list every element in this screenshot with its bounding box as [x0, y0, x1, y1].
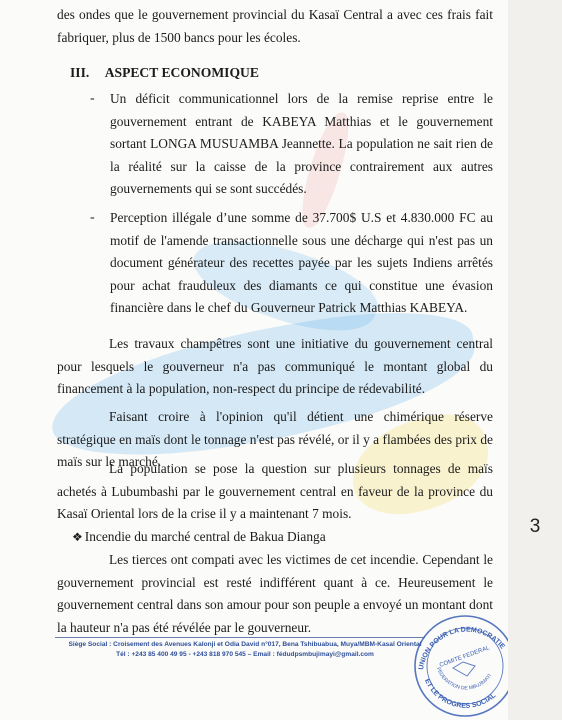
stamp-text-bottom: ET LE PROGRES SOCIAL — [423, 677, 498, 710]
svg-text:UNION POUR LA DEMOCRATIE — [418, 626, 506, 670]
sub-heading — [72, 527, 326, 547]
footer-divider — [55, 637, 425, 638]
bullet-item: Perception illégale d’une somme de 37.700$ U.S et 4.830.000 FC au motif de l'amende transactionnelle sous une décharge qui n'est pas un document générateur des recettes payée par les sujets Indiens arrêtés pour achat frauduleux des diamants ce qui constitue une évasion financière dans le chef du Gouverneur Patrick Matthias KABEYA. — [110, 210, 493, 315]
bullet-item: Un déficit communicationnel lors de la remise reprise entre le gouvernement entrant de KABEYA Matthias et le gouvernement sortant LONGA MUSUAMBA Jeannette. La population ne sait rien de la réalité sur la caisse de la province contrairement aux autres gouvernements qui se sont succédés. — [110, 91, 493, 196]
right-gutter — [508, 0, 562, 720]
body-paragraph: La population se pose la question sur plusieurs tonnages de maïs achetés à Lubumbashi par le gouvernement central en faveur de la province du Kasaï Oriental lors de la crise il y a maintenant 7 mois. — [57, 461, 493, 521]
section-title: ASPECT ECONOMIQUE — [104, 65, 259, 80]
diamond-bullet-icon: ❖ — [72, 530, 83, 544]
intro-paragraph: des ondes que le gouvernement provincial du Kasaï Central a avec ces frais fait fabriquer, plus de 1500 bancs pour les écoles. — [57, 7, 493, 45]
stamp-text-inner: FEDERATION DE MBUJIMAYI — [435, 666, 493, 692]
sub-heading-text: Incendie du marché central de Bakua Dianga — [84, 529, 326, 544]
bullet-dash: - — [90, 91, 95, 106]
body-paragraph: Faisant croire à l'opinion qu'il détient une chimérique réserve stratégique en maïs dont le tonnage n'est pas révélé, or il y a flambées des prix de maïs sur le marché. — [57, 409, 493, 469]
footer-contact: Tél : +243 85 400 49 95 - +243 818 970 545 – Email : fédudpsmbujimayi@gmail.com — [116, 651, 374, 658]
stamp-center-text: COMITE FEDERAL — [438, 645, 491, 669]
section-heading — [70, 63, 259, 83]
body-paragraph: Les tierces ont compati avec les victimes de cet incendie. Cependant le gouvernement provincial est resté indifférent quant à ce. Heureusement le gouvernement central dans son amour pour son peuple a envoyé un montant dont la hauteur n'a pas été révélée par le gouverneur. — [57, 552, 493, 635]
body-paragraph: Les travaux champêtres sont une initiative du gouvernement central pour lesquels le gouverneur n'a pas communiqué le montant global du financement à la population, non-respect du principe de rédevabilité. — [57, 336, 493, 396]
official-stamp-icon — [405, 606, 508, 718]
bullet-dash: - — [90, 210, 95, 225]
svg-text:FEDERATION DE MBUJIMAYI — [435, 667, 493, 692]
footer-address: Siège Social : Croisement des Avenues Kalonji et Odia David n°017, Bena Tshibuabua, Muya/MBM-Kasaï Oriental — [68, 641, 422, 648]
section-number: III. — [70, 65, 90, 80]
page-number: 3 — [529, 516, 541, 537]
stamp-text-top: UNION POUR LA DEMOCRATIE — [418, 626, 506, 671]
